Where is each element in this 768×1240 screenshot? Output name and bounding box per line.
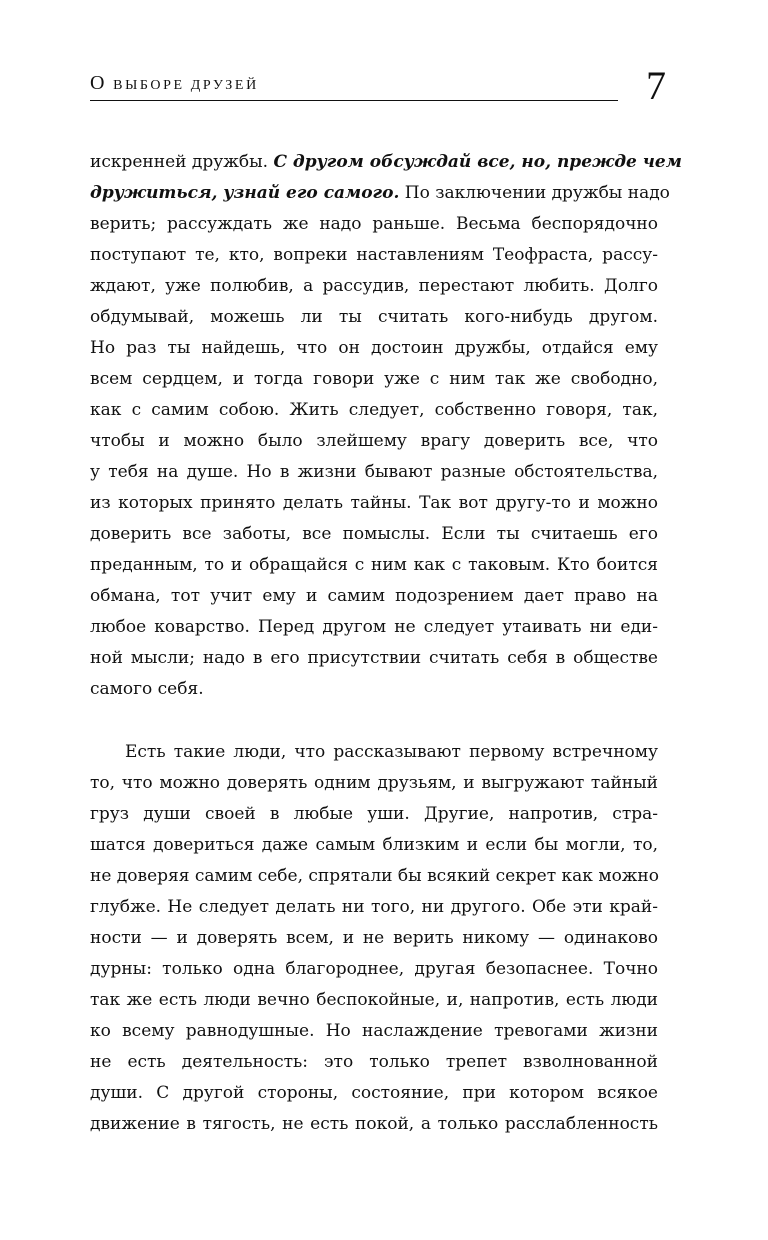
text-line: Есть такие люди, что рассказывают первому встречному [125, 742, 658, 762]
text-line: груз души своей в любые уши. Другие, напротив, стра- [90, 804, 658, 824]
text-line: так же есть люди вечно беспокойные, и, напротив, есть люди [90, 990, 658, 1010]
text-line: как с самим собою. Жить следует, собственно говоря, так, [90, 400, 658, 420]
page-number: 7 [646, 63, 666, 108]
text-line: дурны: только одна благороднее, другая безопаснее. Точно [90, 959, 658, 979]
text-line [90, 147, 682, 178]
text-line: Но раз ты найдешь, что он достоин дружбы, отдайся ему [90, 338, 658, 358]
text-line: верить; рассуждать же надо раньше. Весьма беспорядочно [90, 214, 658, 234]
text-line: души. С другой стороны, состояние, при котором всякое [90, 1083, 658, 1103]
emphasized-text: С другом обсуждай все, но, прежде чем [273, 152, 682, 172]
running-header [90, 68, 618, 101]
text-line: то, что можно доверять одним друзьям, и выгружают тайный [90, 773, 658, 793]
paragraph-1 [90, 147, 682, 705]
text-line: поступают те, кто, вопреки наставлениям Теофраста, рассу- [90, 245, 658, 265]
text-line: ности — и доверять всем, и не верить никому — одинаково [90, 928, 658, 948]
text-line [90, 178, 670, 209]
running-title-initial: О [90, 72, 108, 94]
text-line: не есть деятельность: это только трепет взволнованной [90, 1052, 658, 1072]
text-line: любое коварство. Перед другом не следует утаивать ни еди- [90, 617, 658, 637]
text-run: искренней дружбы. [90, 152, 274, 172]
text-line: обмана, тот учит ему и самим подозрением дает право на [90, 586, 658, 606]
text-line: преданным, то и обращайся с ним как с таковым. Кто боится [90, 555, 658, 575]
text-line: самого себя. [90, 679, 204, 699]
text-line: из которых принято делать тайны. Так вот другу-то и можно [90, 493, 658, 513]
text-line: обдумывай, можешь ли ты считать кого-нибудь другом. [90, 307, 658, 327]
paragraph-2 [90, 737, 658, 1140]
body-text [90, 147, 682, 1140]
text-run: По заключении дружбы надо [399, 183, 670, 203]
text-line: шатся довериться даже самым близким и если бы могли, то, [90, 835, 658, 855]
text-line: чтобы и можно было злейшему врагу доверить все, что [90, 431, 658, 451]
text-line: ждают, уже полюбив, а рассудив, перестают любить. Долго [90, 276, 658, 296]
text-line: доверить все заботы, все помыслы. Если ты считаешь его [90, 524, 658, 544]
text-line: ной мысли; надо в его присутствии считать себя в обществе [90, 648, 658, 668]
text-line: глубже. Не следует делать ни того, ни другого. Обе эти край- [90, 897, 658, 917]
paragraph-spacer [90, 705, 658, 737]
text-line: ко всему равнодушные. Но наслаждение тревогами жизни [90, 1021, 658, 1041]
text-line: не доверяя самим себе, спрятали бы всякий секрет как можно [90, 866, 660, 886]
running-title [90, 72, 259, 95]
text-line: движение в тягость, не есть покой, а только расслабленность [90, 1114, 658, 1134]
text-line: у тебя на душе. Но в жизни бывают разные обстоятельства, [90, 462, 658, 482]
emphasized-text: дружиться, узнай его самого. [90, 183, 400, 203]
running-title-rest: ВЫБОРЕ ДРУЗЕЙ [107, 78, 259, 93]
text-line: всем сердцем, и тогда говори уже с ним так же свободно, [90, 369, 658, 389]
